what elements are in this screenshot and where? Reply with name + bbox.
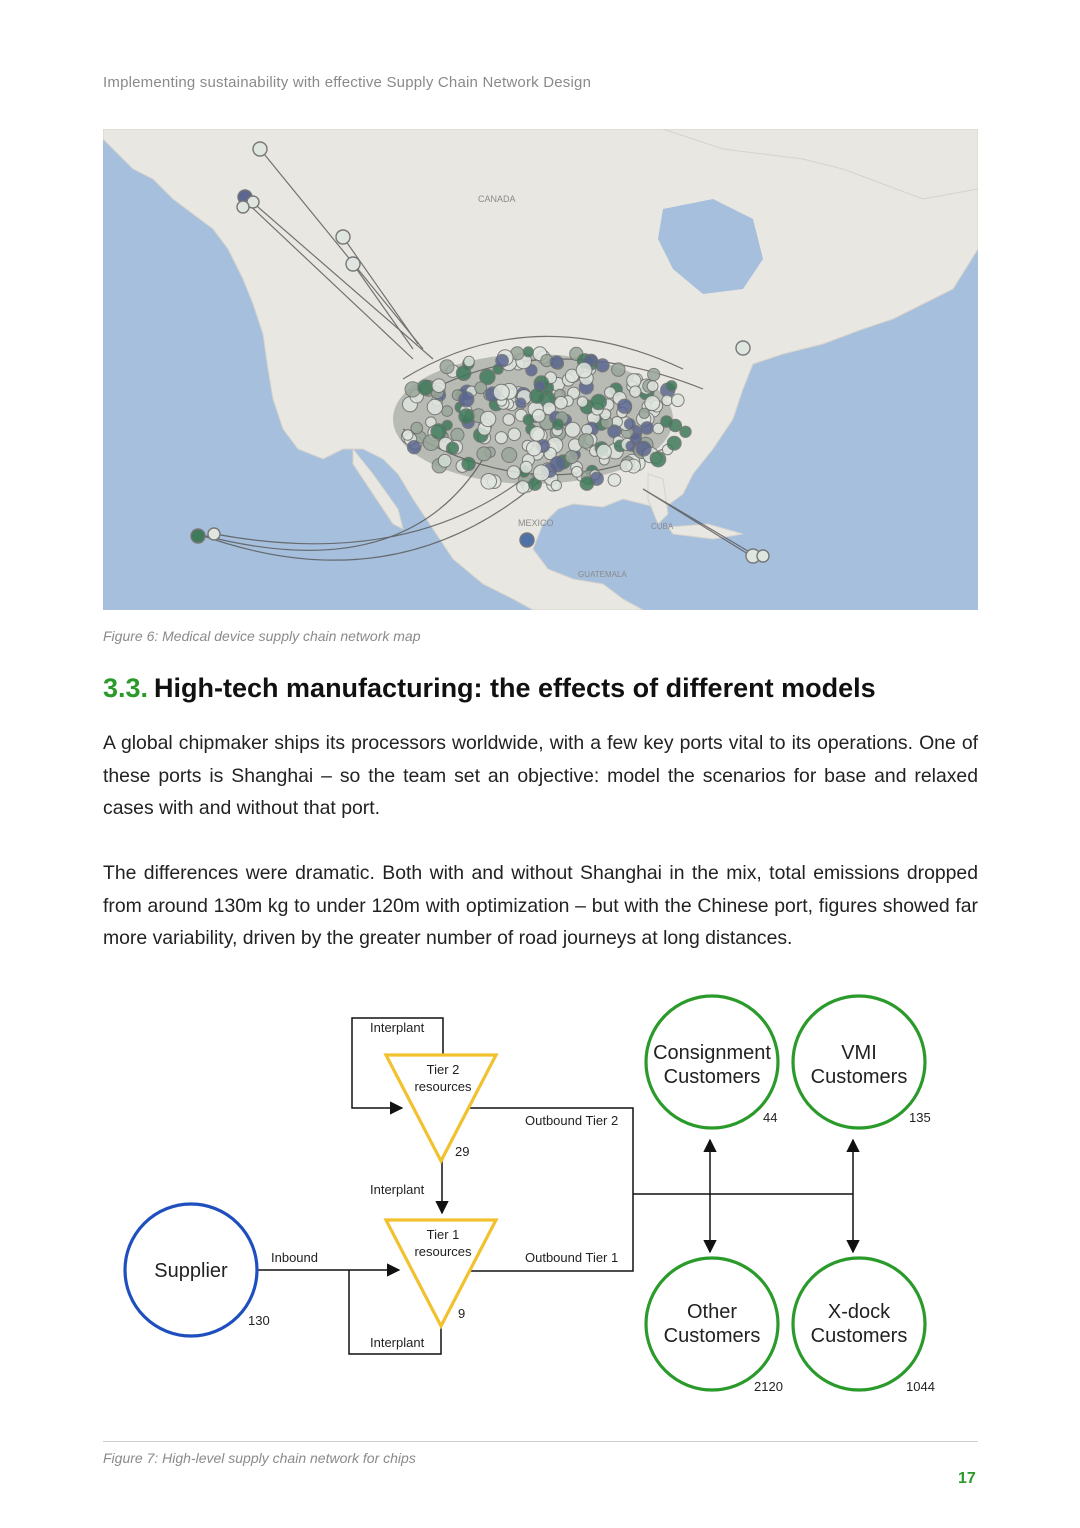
interplant-bottom-label: Interplant — [370, 1335, 425, 1350]
other-label-line2: Customers — [663, 1325, 761, 1347]
xdock-label-line1: X-dock — [827, 1301, 891, 1323]
figure6-caption: Figure 6: Medical device supply chain network map — [103, 628, 421, 644]
other-count: 2120 — [754, 1379, 783, 1394]
map-node — [432, 379, 446, 393]
map-node — [477, 447, 491, 461]
map-node — [431, 424, 446, 439]
map-node — [550, 356, 563, 369]
vmi-count: 135 — [909, 1110, 931, 1125]
map-node — [667, 436, 681, 450]
section-heading — [103, 673, 876, 704]
map-node — [624, 419, 635, 430]
map-node — [565, 422, 580, 437]
map-node — [661, 416, 673, 428]
map-node — [577, 397, 588, 408]
outbound-tier2-label: Outbound Tier 2 — [525, 1113, 619, 1128]
map-node — [508, 428, 521, 441]
section-title: High-tech manufacturing: the effects of different models — [154, 673, 876, 703]
map-node — [647, 381, 658, 392]
map-node — [645, 396, 660, 411]
xdock-label-line2: Customers — [810, 1325, 908, 1347]
map-node — [591, 394, 607, 410]
map-node — [503, 414, 515, 426]
supply-chain-diagram — [103, 985, 978, 1425]
outbound-tier1-label: Outbound Tier 1 — [525, 1250, 619, 1265]
map-node — [666, 381, 677, 392]
map-node — [456, 366, 471, 381]
inbound-label: Inbound — [271, 1250, 318, 1265]
map-node — [502, 448, 517, 463]
consignment-count: 44 — [763, 1110, 778, 1125]
paragraph-2: The differences were dramatic. Both with and without Shanghai in the mix, total emissions dropped from around 130m kg to under 120m with optimization – but with the Chinese port, figures showed far more variability, driven by the greater number of road journeys at long distances. — [103, 862, 978, 950]
map-node — [520, 461, 532, 473]
map-node — [533, 465, 549, 481]
map-node — [576, 362, 592, 378]
map-node — [407, 441, 420, 454]
map-node — [580, 477, 594, 491]
map-node — [572, 466, 583, 477]
map-node — [440, 360, 454, 374]
interplant-middle-label: Interplant — [370, 1182, 425, 1197]
map-node — [555, 396, 568, 409]
map-node — [630, 386, 641, 397]
page-number: 17 — [958, 1470, 976, 1487]
tier1-count: 9 — [458, 1306, 466, 1321]
section-number: 3.3. — [103, 673, 149, 703]
map-node — [612, 363, 625, 376]
map-node — [631, 433, 642, 444]
map-node — [641, 422, 654, 435]
paragraph-1: A global chipmaker ships its processors worldwide, with a few key ports vital to its operations. One of these ports is Shanghai – so the team set an objective: model the scenarios for base and relaxed cases with and without that port. — [103, 732, 978, 820]
tier2-count: 29 — [455, 1144, 470, 1159]
consignment-label-line1: Consignment — [653, 1042, 771, 1064]
map-node — [459, 409, 474, 424]
other-label-line1: Other — [686, 1301, 738, 1323]
map-node — [464, 356, 475, 367]
map-node — [517, 481, 530, 494]
tier2-label-line2: resources — [414, 1079, 472, 1094]
map-node — [530, 427, 545, 442]
map-node — [516, 398, 526, 408]
interplant-top-label: Interplant — [370, 1020, 425, 1035]
map-node — [451, 428, 464, 441]
map-node — [680, 426, 691, 437]
map-node — [496, 354, 509, 367]
map-node — [530, 389, 545, 404]
map-node — [480, 411, 495, 426]
map-node — [438, 454, 451, 467]
map-label-mexico: MEXICO — [518, 518, 554, 528]
map-node — [672, 394, 685, 407]
supplier-count: 130 — [248, 1313, 270, 1328]
map-node — [527, 441, 542, 456]
map-node — [459, 392, 474, 407]
xdock-customers-node — [793, 1258, 925, 1390]
map-label-canada: CANADA — [478, 194, 516, 204]
map-node — [427, 399, 442, 414]
map-node — [620, 460, 632, 472]
map-node — [495, 432, 507, 444]
tier1-label-line1: Tier 1 — [426, 1227, 460, 1242]
map-node — [493, 384, 509, 400]
map-node — [442, 406, 453, 417]
map-node — [550, 457, 565, 472]
map-node — [565, 451, 578, 464]
map-node — [523, 347, 533, 357]
vmi-label-line1: VMI — [841, 1042, 877, 1064]
map-node — [648, 368, 660, 380]
supplier-label: Supplier — [154, 1260, 228, 1282]
map-node — [651, 452, 666, 467]
map-node — [481, 474, 497, 490]
map-node — [551, 480, 561, 490]
consignment-label-line2: Customers — [663, 1066, 761, 1088]
map-node — [639, 408, 649, 418]
supply-chain-network-map — [103, 129, 978, 610]
map-node — [662, 395, 673, 406]
map-node — [411, 422, 423, 434]
map-node — [608, 474, 621, 487]
map-node — [418, 380, 433, 395]
map-node — [597, 444, 612, 459]
running-header: Implementing sustainability with effective Supply Chain Network Design — [103, 74, 592, 91]
map-node — [579, 434, 594, 449]
map-node — [446, 442, 458, 454]
footer-divider — [103, 1441, 978, 1442]
map-label-cuba: CUBA — [651, 522, 674, 531]
map-node — [507, 466, 520, 479]
xdock-count: 1044 — [906, 1379, 935, 1394]
map-label-guatemala: GUATEMALA — [578, 570, 627, 579]
vmi-label-line2: Customers — [810, 1066, 908, 1088]
tier1-label-line2: resources — [414, 1244, 472, 1259]
tier2-label-line1: Tier 2 — [426, 1062, 460, 1077]
map-node — [462, 457, 475, 470]
figure7-caption: Figure 7: High-level supply chain network for chips — [103, 1450, 416, 1466]
map-node — [618, 399, 632, 413]
map-node — [553, 419, 564, 430]
map-node — [532, 409, 545, 422]
other-customers-node — [646, 1258, 778, 1390]
